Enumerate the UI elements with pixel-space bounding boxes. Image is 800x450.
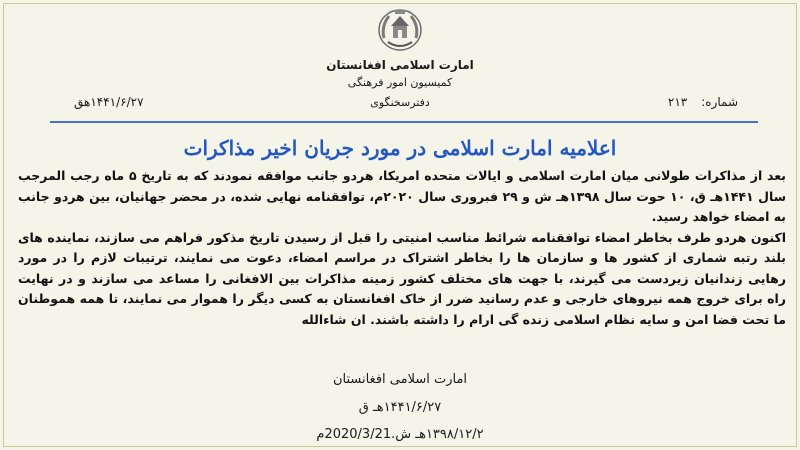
signature-issuer: امارت اسلامی افغانستان xyxy=(332,372,468,387)
document-title: اعلامیه امارت اسلامی در مورد جریان اخیر مذاکرات xyxy=(183,136,617,160)
header-date: ۱۴۴۱/۶/۲۷هق xyxy=(74,95,144,109)
paragraph-1: بعد از مذاکرات طولانی میان امارت اسلامی و ایالات متحده امریکا، هردو جانب موافقه نمودند که به تاریخ ۵ ماه رجب المرجب سال ۱۴۴۱هـ ق، ۱۰ حوت سال ۱۳۹۸هـ ش و ۲۹ فبروری سال ۲۰۲۰م، توافقنامه نهایی شده، در محضر جهانیان، بین هردو جانب به امضاء خواهد رسید. xyxy=(18,168,786,224)
number-label: شماره: xyxy=(701,95,738,109)
document-number xyxy=(654,95,738,109)
emirate-emblem-icon xyxy=(375,4,425,54)
signature-date-hijri: ۱۴۴۱/۶/۲۷هـ ق xyxy=(358,400,442,415)
paragraph-2: اکنون هردو طرف بخاطر امضاء توافقنامه شرائط مناسب امنیتی را قبل از رسیدن تاریخ مذکور فراهم می سازند، نماینده های بلند رتبه شماری از کشور ها و سازمان ها را بخاطر اشتراک در مراسم امضاء، دعوت می نمایند، ترتیبات لازم را در مورد رهایی زندانیان زیردست می گیرند، با جهت های مختلف کشور زمینه مذاکرات بین الافغانی را مساعد می سازند و در نهایت راه برای خروج همه نیروهای خارجی و عدم رسانید ضرر از خاک افغانستان به کسی دیگر را هموار می نمایند، تا همه هموطنان ما تحت فضا امن و سایه نظام اسلامی زنده گی ارام را داشته باشند. ان شاءالله xyxy=(18,229,786,327)
organization-name: امارت اسلامی افغانستان xyxy=(326,58,474,72)
header-divider xyxy=(50,121,758,123)
number-value: ۲۱۳ xyxy=(667,95,688,109)
office-name: دفترسخنگوی xyxy=(370,96,430,109)
document-body xyxy=(18,166,786,330)
commission-name: کمیسیون امور فرهنگی xyxy=(347,76,453,89)
signature-date-combined: ۱۳۹۸/۱۲/۲هـ ش.2020/3/21م xyxy=(316,427,484,442)
